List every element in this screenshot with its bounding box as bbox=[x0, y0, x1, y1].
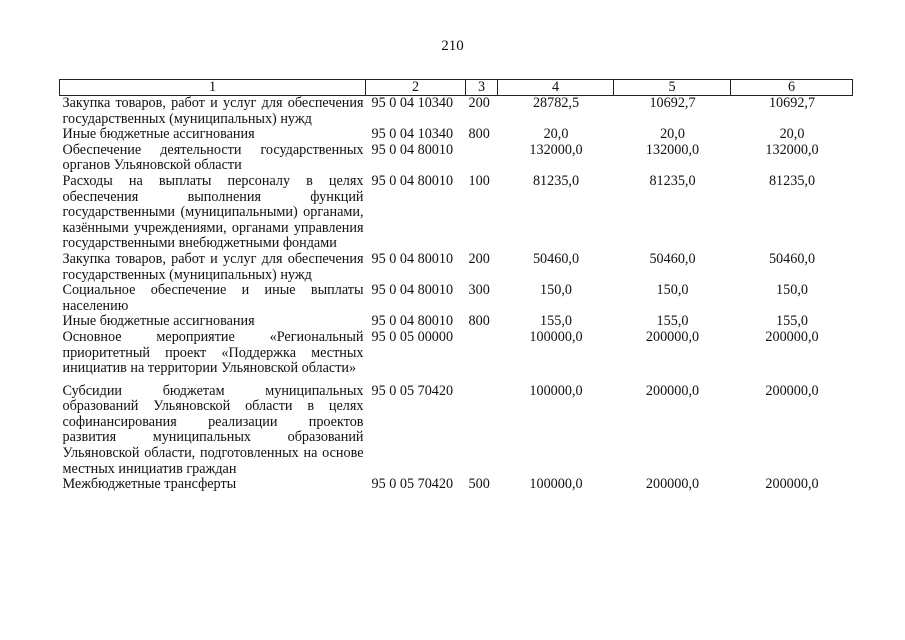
row-code: 95 0 04 10340 bbox=[371, 95, 454, 111]
row-value-col4: 81235,0 bbox=[532, 172, 580, 189]
table-row bbox=[60, 330, 853, 384]
row-name: Межбюджетные трансферты bbox=[62, 476, 237, 493]
row-value-col5: 200000,0 bbox=[645, 328, 700, 345]
header-row bbox=[60, 80, 853, 96]
row-value-col4: 50460,0 bbox=[532, 250, 580, 267]
header-col-5: 5 bbox=[614, 80, 731, 96]
row-value-col4: 100000,0 bbox=[529, 476, 583, 493]
row-expense-type bbox=[466, 384, 498, 478]
header-col-4: 4 bbox=[498, 80, 614, 96]
row-value-col6: 200000,0 bbox=[765, 476, 819, 493]
table-row bbox=[60, 384, 853, 478]
row-code: 95 0 04 10340 bbox=[371, 126, 454, 143]
header-col-1: 1 bbox=[60, 80, 366, 96]
row-expense-type: 100 bbox=[468, 172, 490, 189]
row-value-col4: 132000,0 bbox=[529, 141, 583, 158]
header-col-2: 2 bbox=[366, 80, 466, 96]
row-expense-type: 300 bbox=[468, 282, 490, 299]
row-name: Иные бюджетные ассигнования bbox=[62, 313, 255, 330]
row-expense-type: 200 bbox=[468, 250, 490, 267]
row-expense-type bbox=[466, 330, 498, 384]
row-name: Основное мероприятие «Региональный приоритетный проект «Поддержка местных инициатив на территории Ульяновской области» bbox=[62, 328, 364, 377]
row-name: Обеспечение деятельности государственных органов Ульяновской области bbox=[62, 141, 364, 174]
row-name: Закупка товаров, работ и услуг для обеспечения государственных (муниципальных) нужд bbox=[62, 250, 364, 283]
row-expense-type: 500 bbox=[468, 476, 490, 493]
table-row bbox=[60, 477, 853, 493]
row-value-col4: 20,0 bbox=[543, 126, 569, 143]
table-row bbox=[60, 283, 853, 314]
row-code: 95 0 04 80010 bbox=[371, 172, 454, 189]
row-name: Субсидии бюджетам муниципальных образований Ульяновской области в целях софинансирования реализации проектов развития муниципальных образований Ульяновской области, подготовленных на основе местных инициатив граждан bbox=[62, 382, 364, 477]
row-code: 95 0 04 80010 bbox=[371, 282, 454, 299]
row-value-col6: 200000,0 bbox=[765, 328, 819, 345]
budget-table bbox=[59, 79, 853, 493]
row-code: 95 0 04 80010 bbox=[371, 141, 454, 158]
row-name: Социальное обеспечение и иные выплаты населению bbox=[62, 282, 364, 314]
header-col-3: 3 bbox=[466, 80, 498, 96]
row-code: 95 0 04 80010 bbox=[371, 250, 454, 267]
row-name: Расходы на выплаты персоналу в целях обеспечения выполнения функций государственными (муниципальными) органами, казёнными учреждениями, органами управления государственными внебюджетными фондами bbox=[62, 172, 364, 252]
header-col-6: 6 bbox=[731, 80, 853, 96]
row-value-col6: 150,0 bbox=[776, 282, 808, 299]
row-value-col5: 200000,0 bbox=[645, 382, 700, 399]
row-expense-type bbox=[466, 143, 498, 174]
row-code: 95 0 04 80010 bbox=[371, 313, 454, 330]
table-row bbox=[60, 127, 853, 143]
row-value-col4: 100000,0 bbox=[529, 328, 583, 345]
row-code: 95 0 05 00000 bbox=[371, 328, 454, 345]
row-value-col6: 200000,0 bbox=[765, 382, 819, 399]
row-value-col6: 50460,0 bbox=[768, 250, 816, 267]
row-value-col5: 10692,7 bbox=[649, 95, 696, 111]
row-code: 95 0 05 70420 bbox=[371, 382, 454, 399]
row-expense-type: 800 bbox=[468, 126, 490, 143]
row-value-col5: 81235,0 bbox=[649, 172, 696, 189]
row-value-col6: 20,0 bbox=[779, 126, 805, 143]
table-row bbox=[60, 174, 853, 252]
row-value-col4: 150,0 bbox=[540, 282, 572, 299]
row-expense-type: 800 bbox=[468, 313, 490, 330]
table-row bbox=[60, 252, 853, 283]
row-value-col4: 155,0 bbox=[540, 313, 572, 330]
row-value-col4: 100000,0 bbox=[529, 382, 583, 399]
row-value-col5: 155,0 bbox=[656, 313, 689, 330]
row-value-col5: 132000,0 bbox=[645, 141, 700, 158]
row-value-col5: 50460,0 bbox=[649, 250, 696, 267]
row-value-col6: 155,0 bbox=[776, 313, 808, 330]
table-row bbox=[60, 143, 853, 174]
row-expense-type: 200 bbox=[468, 95, 490, 111]
row-value-col5: 150,0 bbox=[656, 282, 689, 299]
row-value-col6: 81235,0 bbox=[768, 172, 816, 189]
row-name: Закупка товаров, работ и услуг для обеспечения государственных (муниципальных) нужд bbox=[62, 95, 364, 127]
page-number: 210 bbox=[441, 38, 464, 54]
row-name: Иные бюджетные ассигнования bbox=[62, 126, 255, 143]
row-value-col6: 132000,0 bbox=[765, 141, 819, 158]
row-code: 95 0 05 70420 bbox=[371, 476, 454, 493]
row-value-col6: 10692,7 bbox=[768, 95, 816, 111]
row-value-col5: 20,0 bbox=[660, 126, 685, 143]
row-value-col5: 200000,0 bbox=[645, 476, 700, 493]
table-row bbox=[60, 314, 853, 330]
table-row bbox=[60, 96, 853, 128]
row-value-col4: 28782,5 bbox=[532, 95, 580, 111]
